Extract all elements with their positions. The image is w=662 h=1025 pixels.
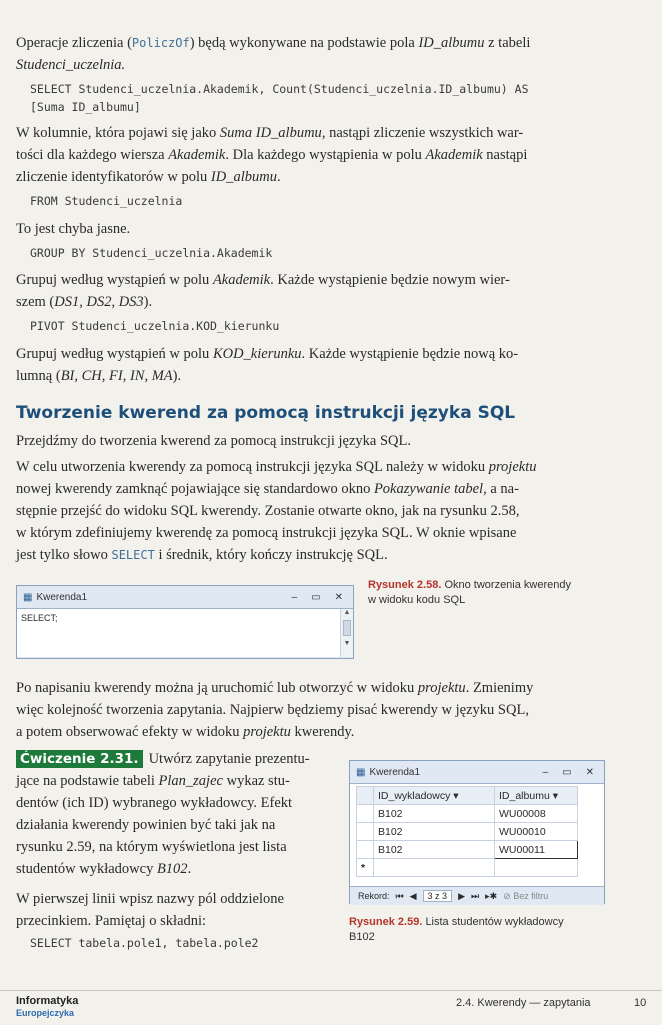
dropdown-icon: ▾ (453, 789, 459, 802)
scroll-up-icon[interactable]: ▲ (343, 609, 351, 616)
filter-icon: ⊘ (503, 890, 511, 901)
figure-caption-259: Rysunek 2.59. Lista studentów wykładowcy B102 (349, 916, 564, 943)
query-window-datasheet (349, 760, 605, 904)
maximize-icon[interactable]: ▭ (562, 766, 572, 778)
column-header[interactable]: ID_albumu ▾ (495, 787, 578, 805)
new-record-marker: * (357, 859, 374, 877)
brand-line2: Europejczyka (16, 1008, 75, 1018)
minimize-icon[interactable]: – (542, 766, 549, 778)
exercise-badge: Ćwiczenie 2.31. (16, 750, 143, 768)
maximize-icon[interactable]: ▭ (311, 591, 321, 603)
sql-editor-text[interactable]: SELECT; (21, 613, 58, 623)
new-record-icon[interactable]: ▸✱ (485, 890, 498, 901)
datasheet-table (356, 786, 578, 877)
vertical-scrollbar[interactable] (340, 609, 353, 657)
paragraph-group-cols: Grupuj według wystąpień w polu KOD_kierunku. Każde wystąpienie będzie nową ko- lumną (BI, CH, FI, IN, MA). (16, 346, 519, 384)
window-titlebar (17, 586, 353, 608)
filter-indicator[interactable]: ⊘ Bez filtru (503, 890, 549, 901)
close-icon[interactable]: ✕ (585, 766, 594, 778)
paragraph-run-query: Po napisaniu kwerendy można ją uruchomić lub otworzyć w widoku projektu. Zmienimy więc kolejność tworzenia zapytania. Najpierw będziemy pisać kwerendy w języku SQL, a potem obserwować efekty w widoku projektu kwerendy. (16, 680, 534, 740)
brand-line1: Informatyka (16, 995, 79, 1007)
last-record-icon[interactable]: ⏭ (470, 890, 480, 901)
window-title: Kwerenda1 (36, 591, 88, 603)
window-title: Kwerenda1 (369, 766, 421, 778)
section-title: Tworzenie kwerend za pomocą instrukcji języka SQL (16, 403, 516, 423)
table-row[interactable]: B102 WU00008 (357, 805, 578, 823)
scroll-thumb[interactable] (343, 620, 351, 636)
exercise-block: Ćwiczenie 2.31. Utwórz zapytanie prezentu- jące na podstawie tabeli Plan_zajec wykaz stu- dentów (ich ID) wybranego wykładowcy. Efekt działania kwerendy powinien być taki jak na rysunku 2.59, na którym wyświetlona jest lista studentów wykładowcy B102. W pierwszej linii wpisz nazwy pól oddzielone przecinkiem. Pamiętaj o składni: (16, 751, 310, 929)
code-pivot: PIVOT Studenci_uczelnia.KOD_kierunku (30, 319, 280, 333)
footer-section: 2.4. Kwerendy — zapytania (456, 997, 591, 1009)
dropdown-icon: ▾ (552, 789, 558, 802)
paragraph-clear: To jest chyba jasne. (16, 221, 131, 237)
next-record-icon[interactable]: ▶ (458, 890, 465, 901)
new-record-row[interactable] (357, 859, 578, 877)
query-icon: ▦ (356, 766, 366, 778)
figure-caption-258: Rysunek 2.58. Okno tworzenia kwerendy w widoku kodu SQL (368, 579, 571, 606)
table-row[interactable]: B102 WU00010 (357, 823, 578, 841)
column-header[interactable]: ID_wykladowcy ▾ (374, 787, 495, 805)
close-icon[interactable]: ✕ (334, 591, 343, 603)
page-number: 10 (634, 997, 647, 1009)
window-titlebar (350, 761, 604, 783)
section-intro: Przejdźmy do tworzenia kwerend za pomocą instrukcji języka SQL. (16, 433, 411, 449)
table-header-row (357, 787, 578, 805)
table-row[interactable]: B102 WU00011 (357, 841, 578, 859)
paragraph-count-ops: Operacje zliczenia (PoliczOf) będą wykonywane na podstawie pola ID_albumu z tabeli Studenci_uczelnia. (16, 35, 531, 73)
query-icon: ▦ (23, 591, 33, 603)
paragraph-sql-view: W celu utworzenia kwerendy za pomocą instrukcji języka SQL należy w widoku projektu nowej kwerendy zamknąć pojawiające się standardowo okno Pokazywanie tabel, a na- stępnie przejść do widoku SQL kwerendy. Zostanie otwarte okno, jak na rysunku 2.58, w którym zdefiniujemy kwerendę za pomocą instrukcji języka SQL. W oknie wpisane jest tylko słowo SELECT i średnik, który kończy instrukcję SQL. (16, 459, 537, 563)
code-group-by: GROUP BY Studenci_uczelnia.Akademik (30, 246, 273, 260)
sql-editor[interactable] (17, 608, 353, 657)
paragraph-group-rows: Grupuj według wystąpień w polu Akademik. Każde wystąpienie będzie nowym wier- szem (DS1, DS2, DS3). (16, 272, 510, 310)
minimize-icon[interactable]: – (291, 591, 298, 603)
page-footer (0, 990, 662, 1025)
query-window-sql (16, 585, 354, 659)
code-select: SELECT Studenci_uczelnia.Akademik, Count(Studenci_uczelnia.ID_albumu) AS [Suma ID_albumu] (30, 82, 529, 114)
code-select-syntax: SELECT tabela.pole1, tabela.pole2 (30, 936, 259, 950)
record-position[interactable]: 3 z 3 (423, 890, 453, 902)
code-from: FROM Studenci_uczelnia (30, 194, 183, 208)
first-record-icon[interactable]: ⏮ (395, 890, 404, 901)
record-navigator: Rekord: ⏮ ◀ 3 z 3 ▶ ⏭ ▸✱ ⊘ Bez filtru (350, 886, 604, 905)
prev-record-icon[interactable]: ◀ (409, 890, 417, 901)
scroll-down-icon[interactable]: ▼ (343, 640, 351, 647)
paragraph-column: W kolumnie, która pojawi się jako Suma ID_albumu, nastąpi zliczenie wszystkich war- tości dla każdego wiersza Akademik. Dla każdego wystąpienia w polu Akademik nastąpi zliczenie identyfikatorów w polu ID_albumu. (16, 125, 528, 185)
datasheet (350, 783, 604, 886)
